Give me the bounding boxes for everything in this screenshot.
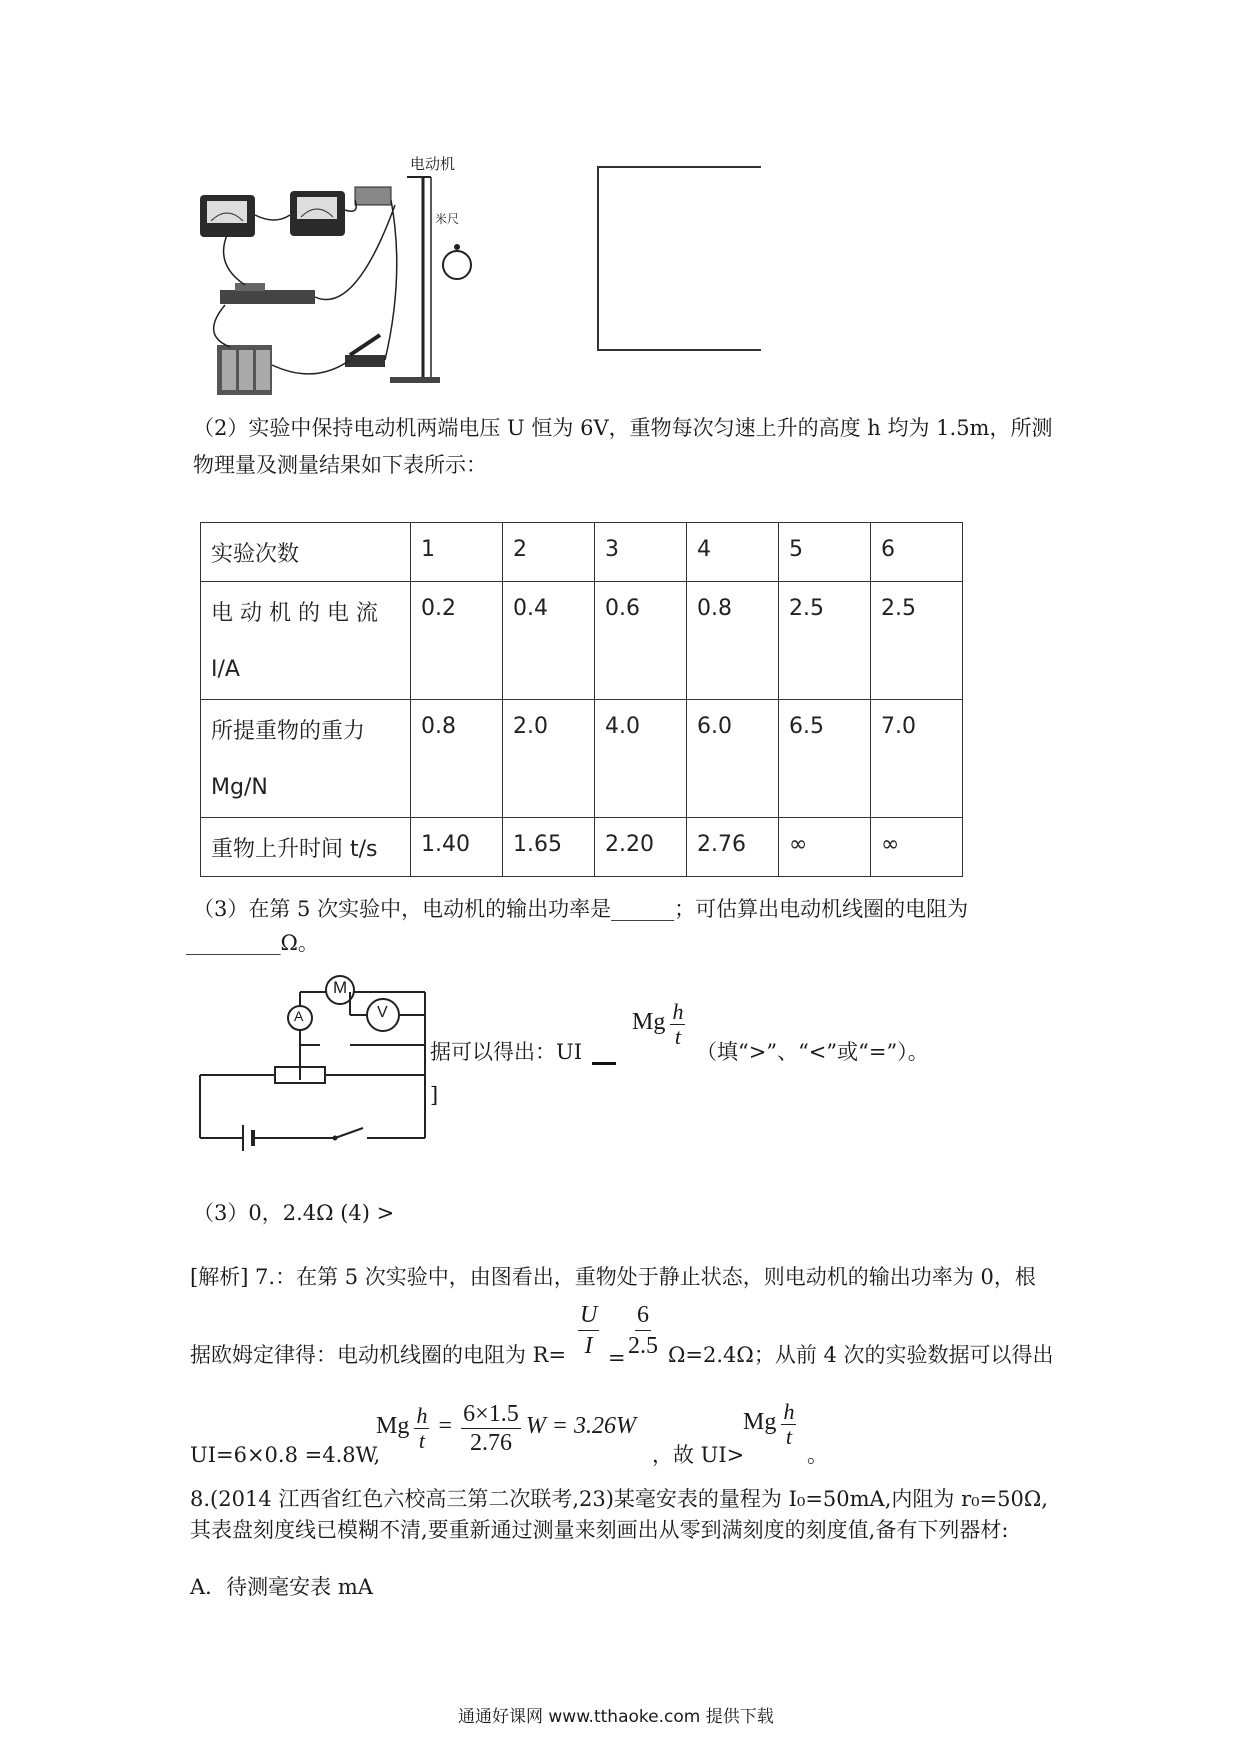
row-header: 重物上升时间 t/s <box>201 818 411 877</box>
frac-num: 6×1.5 <box>463 1401 519 1427</box>
analysis-line2-suffix: Ω=2.4Ω；从前 4 次的实验数据可以得出 <box>668 1343 1054 1367</box>
row-header <box>201 582 411 700</box>
answer-line: （3）0，2.4Ω (4) > <box>193 1201 395 1225</box>
h-over-t <box>670 1000 685 1049</box>
frac-den: 2.76 <box>469 1430 512 1456</box>
q3-line1: （3）在第 5 次实验中，电动机的输出功率是______；可估算出电动机线圈的电阻为 <box>193 897 969 921</box>
row-header-line2: I/A <box>211 657 240 682</box>
q4-suffix: （填“>”、“<”或“=”）。 <box>696 1040 929 1064</box>
table-row <box>201 700 963 818</box>
q8-line2: 其表盘刻度线已模糊不清,要重新通过测量来刻画出从零到满刻度的刻度值,备有下列器材: <box>190 1518 1009 1542</box>
calc-result: W = 3.26W <box>525 1413 636 1439</box>
table-cell: 2.5 <box>779 582 871 700</box>
table-cell: 2.0 <box>503 700 595 818</box>
q4-blank <box>592 1062 616 1065</box>
table-cell: 2.76 <box>687 818 779 877</box>
page-footer: 通通好课网 www.tthaoke.com 提供下载 <box>458 1707 774 1727</box>
table-row <box>201 523 963 582</box>
row-header: 实验次数 <box>201 523 411 582</box>
table-cell: 6.0 <box>687 700 779 818</box>
calc-fraction <box>461 1400 521 1457</box>
table-cell: 6 <box>871 523 963 582</box>
table-cell: 2.20 <box>595 818 687 877</box>
row-header-line2: Mg/N <box>211 775 268 800</box>
q4-mg: Mg <box>632 1009 666 1035</box>
analysis-fraction-2 <box>628 1300 658 1361</box>
data-table <box>200 522 963 877</box>
q8-line1: 8.(2014 江西省红色六校高三第二次联考,23)某毫安表的量程为 I₀=50mA,内阻为 r₀=50Ω, <box>190 1487 1048 1511</box>
circuit-diagram <box>195 970 440 1155</box>
u-over-i <box>578 1300 599 1361</box>
table-row <box>201 582 963 700</box>
table-cell: ∞ <box>779 818 871 877</box>
calc-h-over-t <box>414 1404 429 1453</box>
frac-den: I <box>584 1333 593 1359</box>
row-header-line1: 电 动 机 的 电 流 <box>211 601 378 626</box>
ruler-label: 米尺 <box>435 212 460 226</box>
empty-circuit-box <box>597 166 761 351</box>
frac-den: 2.5 <box>628 1333 658 1359</box>
table-cell: 2 <box>503 523 595 582</box>
table-cell: 4 <box>687 523 779 582</box>
table-cell: 6.5 <box>779 700 871 818</box>
frac-num: h <box>783 1399 795 1424</box>
table-cell: 5 <box>779 523 871 582</box>
frac-num: U <box>578 1300 599 1331</box>
q4-mg-fraction <box>632 1000 685 1049</box>
analysis-end: 。 <box>807 1443 828 1467</box>
table-cell: 0.8 <box>411 700 503 818</box>
ammeter-symbol: A <box>294 1008 304 1024</box>
q4-edge-mark: ] <box>430 1083 439 1107</box>
table-cell: 7.0 <box>871 700 963 818</box>
frac-num: h <box>672 999 684 1024</box>
q3-line2: _________Ω。 <box>186 931 319 955</box>
concl-h-over-t <box>781 1400 796 1449</box>
frac-den: t <box>785 1424 792 1449</box>
motor-symbol: M <box>333 978 348 997</box>
analysis-line2-prefix: 据欧姆定律得：电动机线圈的电阻为 R= <box>190 1343 567 1367</box>
table-cell: 3 <box>595 523 687 582</box>
voltmeter-symbol: V <box>377 1004 388 1021</box>
apparatus-figure <box>195 155 525 405</box>
table-row <box>201 818 963 877</box>
analysis-ui: UI=6×0.8 =4.8W, <box>190 1443 381 1467</box>
table-cell: 1.40 <box>411 818 503 877</box>
analysis-line1: [解析] 7.：在第 5 次实验中，由图看出，重物处于静止状态，则电动机的输出功率为 0，根 <box>190 1265 1036 1289</box>
calc-eq: = <box>438 1413 453 1439</box>
frac-num: h <box>416 1403 428 1428</box>
frac-num: 6 <box>635 1300 651 1331</box>
analysis-conclusion-frac <box>743 1400 796 1449</box>
frac-den: t <box>674 1024 681 1049</box>
table-cell: 1.65 <box>503 818 595 877</box>
q8-item-a: A．待测毫安表 mA <box>190 1575 373 1599</box>
row-header-line1: 所提重物的重力 <box>211 719 366 744</box>
frac-den: t <box>418 1428 425 1453</box>
analysis-fractions <box>578 1300 599 1360</box>
table-cell: 0.8 <box>687 582 779 700</box>
table-cell: 0.4 <box>503 582 595 700</box>
table-cell: 1 <box>411 523 503 582</box>
calc-mg: Mg <box>376 1413 410 1439</box>
analysis-calc <box>376 1400 636 1457</box>
q4-prefix: 据可以得出：UI <box>430 1040 582 1064</box>
table-cell: 0.6 <box>595 582 687 700</box>
six-over-2.5 <box>628 1300 658 1361</box>
table-cell: 0.2 <box>411 582 503 700</box>
analysis-eq: = <box>608 1346 626 1370</box>
concl-mg: Mg <box>743 1409 777 1435</box>
table-cell: 4.0 <box>595 700 687 818</box>
q2-line2: 物理量及测量结果如下表所示： <box>193 453 487 477</box>
table-cell: ∞ <box>871 818 963 877</box>
motor-label: 电动机 <box>410 155 456 173</box>
analysis-conclusion: ，故 UI> <box>652 1443 745 1467</box>
table-cell: 2.5 <box>871 582 963 700</box>
q2-line1: （2）实验中保持电动机两端电压 U 恒为 6V，重物每次匀速上升的高度 h 均为 1.5m，所测 <box>193 416 1053 440</box>
row-header <box>201 700 411 818</box>
